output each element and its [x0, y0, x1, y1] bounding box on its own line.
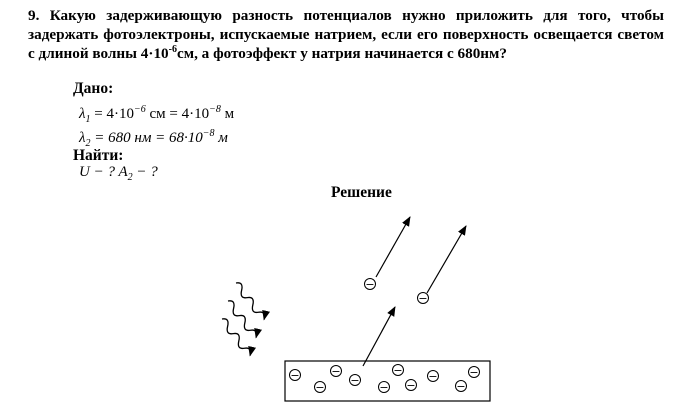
- solution-heading: Решение: [331, 184, 392, 201]
- electron-free-1: [365, 278, 376, 291]
- electron-glyph: −: [379, 381, 389, 394]
- electron-plate-3: [315, 381, 326, 394]
- lambda1-exp1: −6: [133, 104, 146, 115]
- electron-free-2: [418, 292, 429, 305]
- lambda1-unit2: м: [220, 106, 235, 122]
- electron-plate-7: [406, 379, 417, 392]
- find-a-sub: 2: [127, 172, 133, 183]
- electron-glyph: −: [315, 381, 325, 394]
- electron-path-2: [376, 217, 410, 277]
- electron-glyph: −: [290, 369, 300, 382]
- electron-glyph: −: [418, 292, 428, 305]
- electron-plate-6: [393, 364, 404, 377]
- electron-path-1: [363, 307, 395, 366]
- problem-exponent: -6: [168, 43, 177, 55]
- electron-glyph: −: [393, 364, 403, 377]
- electron-plate-8: [428, 370, 439, 383]
- electron-glyph: −: [469, 366, 479, 379]
- electron-glyph: −: [331, 365, 341, 378]
- lambda2-eq: = 680 нм = 68·10: [90, 130, 203, 146]
- light-ray-1: [229, 281, 272, 320]
- electron-glyph: −: [350, 374, 360, 387]
- light-ray-3: [215, 317, 258, 356]
- electron-glyph: −: [428, 370, 438, 383]
- electron-plate-5: [379, 381, 390, 394]
- lambda1-exp2: −8: [209, 104, 221, 115]
- electron-plate-9: [456, 380, 467, 393]
- lambda2-symbol: λ: [79, 130, 86, 146]
- electron-glyph: −: [365, 278, 375, 291]
- find-u: U − ?: [79, 164, 119, 180]
- lambda2-exp: −8: [202, 128, 215, 139]
- lambda2-unit: м: [214, 130, 228, 146]
- problem-number: 9.: [28, 7, 40, 24]
- find-a-tail: − ?: [132, 164, 158, 180]
- electron-plate-2: [331, 365, 342, 378]
- electron-path-3: [427, 226, 466, 293]
- electron-glyph: −: [406, 379, 416, 392]
- problem-text-part1: Какую задерживающую разность потенциалов нужно приложить для того, чтобы задержать фотоэлектроны, испускаемые натрием, если его поверхность освещается светом с длиной волны 4·10: [28, 7, 664, 62]
- electron-plate-4: [350, 374, 361, 387]
- lambda1-unit1: см = 4·10: [145, 106, 210, 122]
- incoming-light-rays: [215, 281, 272, 356]
- electron-glyph: −: [456, 380, 466, 393]
- lambda1-eq: = 4·10: [90, 106, 134, 122]
- electron-plate-10: [469, 366, 480, 379]
- find-heading: Найти:: [73, 147, 124, 164]
- find-a-symbol: A: [118, 164, 128, 180]
- lambda2-sub: 2: [85, 138, 91, 149]
- problem-text-part2: см, а фотоэффект у натрия начинается с 680нм?: [177, 45, 507, 62]
- given-heading: Дано:: [73, 80, 114, 97]
- lambda1-symbol: λ: [79, 106, 86, 122]
- electron-plate-1: [290, 369, 301, 382]
- lambda1-sub: 1: [85, 114, 91, 125]
